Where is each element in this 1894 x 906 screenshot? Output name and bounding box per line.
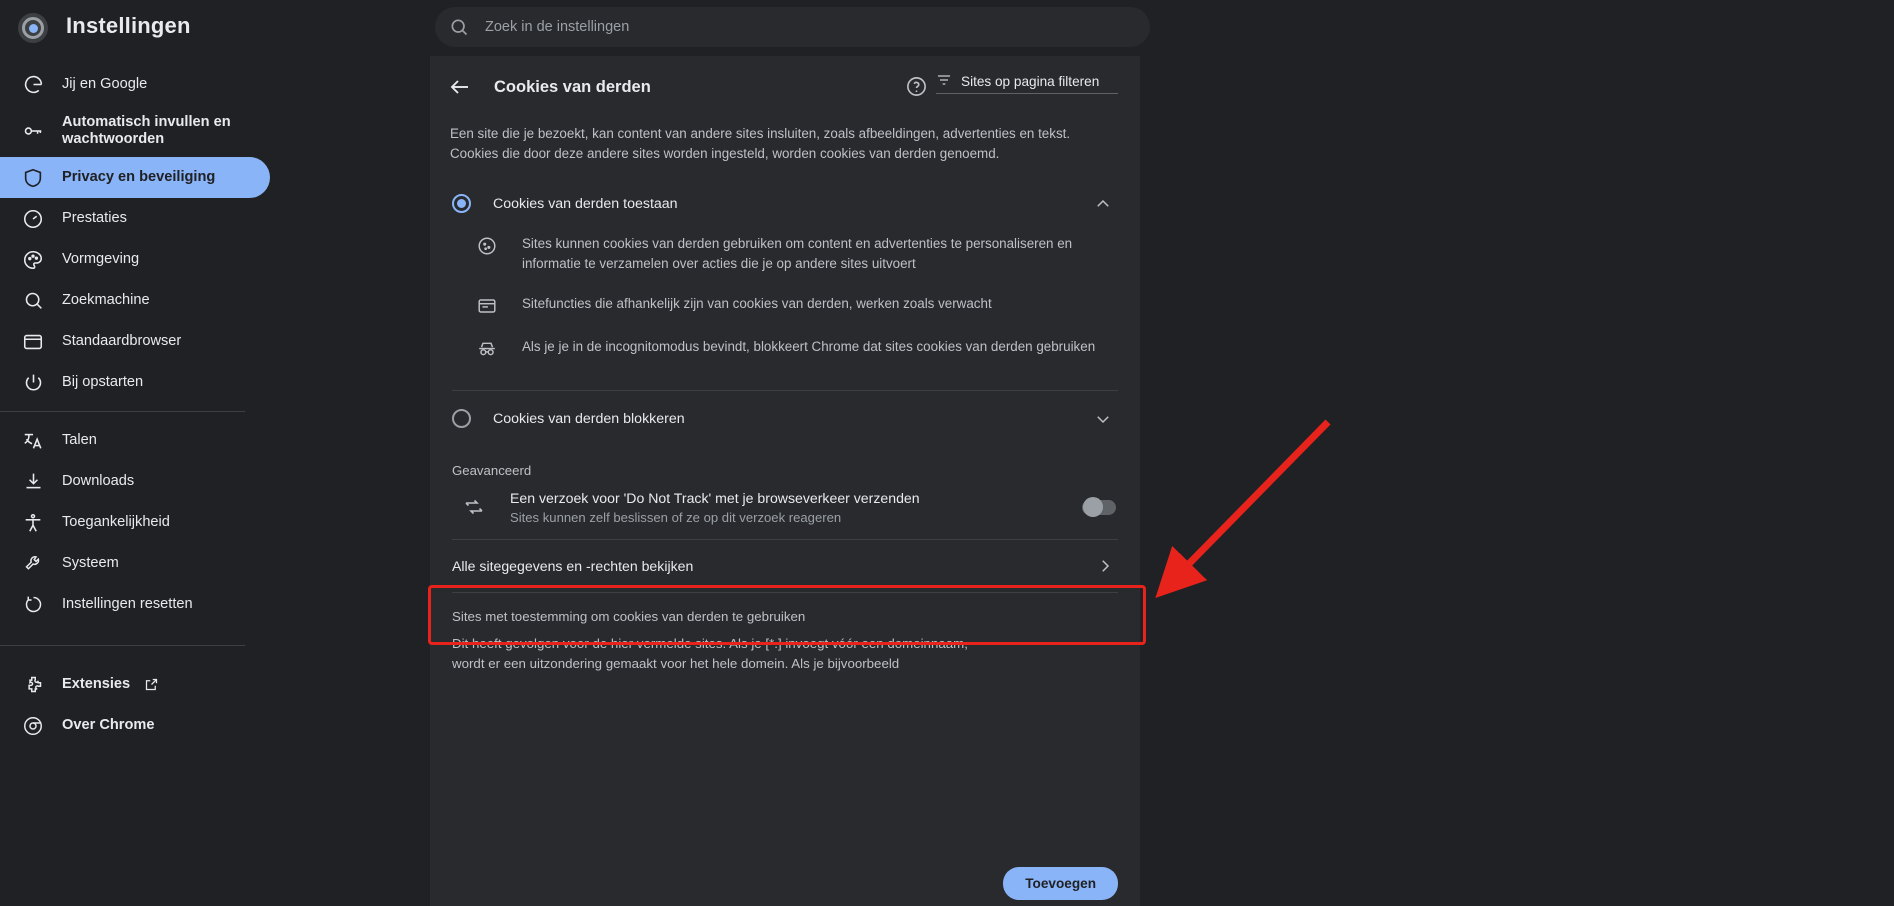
search-icon bbox=[449, 17, 469, 37]
sidebar-item-label: Instellingen resetten bbox=[62, 596, 193, 613]
translate-icon bbox=[22, 430, 44, 452]
sidebar-item-jij-en-google[interactable] bbox=[0, 64, 270, 105]
add-button[interactable]: Toevoegen bbox=[1003, 867, 1118, 900]
do-not-track-subtitle: Sites kunnen zelf beslissen of ze op dit verzoek reageren bbox=[510, 509, 842, 525]
sidebar bbox=[0, 56, 300, 906]
sidebar-divider bbox=[0, 411, 245, 412]
key-icon bbox=[22, 120, 44, 142]
sidebar-item-label: Vormgeving bbox=[62, 251, 140, 268]
sidebar-item-downloads[interactable] bbox=[0, 461, 270, 502]
option-block-third-party-cookies[interactable] bbox=[430, 391, 1140, 447]
page-title: Instellingen bbox=[66, 13, 191, 38]
sidebar-item-toegankelijkheid[interactable] bbox=[0, 502, 270, 543]
detail-row-incognito bbox=[452, 337, 1116, 360]
sidebar-item-vormgeving[interactable] bbox=[0, 239, 270, 280]
chrome-outline-icon bbox=[22, 715, 44, 737]
section-description: Een site die je bezoekt, kan content van andere sites insluiten, zoals afbeeldingen, advertenties en tekst. Cookies die door deze andere sites worden ingesteld, worden cookies van derden genoemd. bbox=[450, 126, 1071, 161]
filter-sites-field[interactable] bbox=[936, 72, 1118, 94]
speedometer-icon bbox=[22, 208, 44, 230]
view-all-site-data-label: Alle sitegegevens en -rechten bekijken bbox=[452, 557, 694, 574]
radio-unselected-icon[interactable] bbox=[452, 409, 471, 428]
do-not-track-icon bbox=[462, 495, 486, 519]
detail-row-cookies bbox=[452, 234, 1116, 274]
palette-icon bbox=[22, 249, 44, 271]
sidebar-item-label: Prestaties bbox=[62, 210, 127, 227]
back-arrow-icon[interactable] bbox=[448, 75, 472, 99]
sidebar-item-extensies[interactable] bbox=[0, 664, 270, 705]
do-not-track-title: Een verzoek voor 'Do Not Track' met je browseverkeer verzenden bbox=[510, 489, 920, 506]
detail-text: Sitefuncties die afhankelijk zijn van cookies van derden, werken zoals verwacht bbox=[522, 295, 992, 311]
sidebar-item-over-chrome[interactable] bbox=[0, 705, 270, 746]
advanced-heading: Geavanceerd bbox=[452, 462, 532, 478]
sidebar-item-zoekmachine[interactable] bbox=[0, 280, 270, 321]
option-details-list bbox=[430, 230, 1140, 390]
sidebar-item-label: Toegankelijkheid bbox=[62, 514, 170, 531]
option-label: Cookies van derden blokkeren bbox=[493, 410, 685, 427]
download-icon bbox=[22, 471, 44, 493]
search-bar[interactable] bbox=[435, 7, 1150, 47]
sidebar-item-systeem[interactable] bbox=[0, 543, 270, 584]
detail-text: Als je je in de incognitomodus bevindt, blokkeert Chrome dat sites cookies van derden gebruiken bbox=[522, 338, 1096, 354]
do-not-track-toggle[interactable] bbox=[1082, 500, 1116, 515]
page-features-icon bbox=[476, 295, 498, 317]
wrench-icon bbox=[22, 553, 44, 575]
content-title: Cookies van derden bbox=[494, 77, 651, 96]
sidebar-item-label: Downloads bbox=[62, 473, 135, 490]
radio-selected-icon[interactable] bbox=[452, 194, 471, 213]
annotation-arrow bbox=[1140, 410, 1360, 610]
main-header bbox=[430, 56, 1140, 118]
magnifier-icon bbox=[22, 290, 44, 312]
top-bar bbox=[0, 0, 1894, 56]
chevron-right-icon bbox=[1096, 557, 1114, 575]
sidebar-item-standaardbrowser[interactable] bbox=[0, 321, 270, 362]
sidebar-item-label: Talen bbox=[62, 432, 97, 449]
allowed-sites-heading: Sites met toestemming om cookies van derden te gebruiken bbox=[452, 608, 806, 624]
power-icon bbox=[22, 372, 44, 394]
reset-icon bbox=[22, 594, 44, 616]
main-content bbox=[430, 56, 1140, 906]
accessibility-icon bbox=[22, 512, 44, 534]
sidebar-item-label: Bij opstarten bbox=[62, 374, 144, 391]
sidebar-item-label: Privacy en beveiliging bbox=[62, 169, 216, 186]
filter-sites-label: Sites op pagina filteren bbox=[961, 74, 1100, 89]
sidebar-item-label: Automatisch invullen en wachtwoorden bbox=[62, 114, 231, 147]
option-label: Cookies van derden toestaan bbox=[493, 195, 678, 212]
shield-icon bbox=[22, 167, 44, 189]
sidebar-item-label: Jij en Google bbox=[62, 76, 148, 93]
chevron-up-icon[interactable] bbox=[1094, 195, 1112, 213]
sidebar-divider-2 bbox=[0, 645, 245, 646]
detail-text: Sites kunnen cookies van derden gebruiken om content en advertenties te personaliseren en informatie te verzamelen over acties die je op andere sites uitvoert bbox=[522, 235, 1073, 271]
chrome-logo-icon bbox=[18, 13, 48, 43]
incognito-icon bbox=[476, 338, 498, 360]
sidebar-item-automatisch-invullen[interactable] bbox=[0, 105, 270, 157]
sidebar-item-label: Standaardbrowser bbox=[62, 333, 182, 350]
chevron-down-icon[interactable] bbox=[1094, 410, 1112, 428]
detail-row-site-features bbox=[452, 294, 1116, 317]
sidebar-item-talen[interactable] bbox=[0, 420, 270, 461]
sidebar-item-instellingen-resetten[interactable] bbox=[0, 584, 270, 625]
google-g-icon bbox=[22, 74, 44, 96]
browser-window-icon bbox=[22, 331, 44, 353]
option-allow-third-party-cookies[interactable] bbox=[430, 178, 1140, 230]
sidebar-item-label: Zoekmachine bbox=[62, 292, 150, 309]
sidebar-item-label: Over Chrome bbox=[62, 717, 155, 734]
sidebar-item-label: Extensies bbox=[62, 676, 131, 693]
search-input[interactable] bbox=[483, 18, 1103, 36]
filter-icon bbox=[936, 72, 952, 88]
view-all-site-data-link[interactable] bbox=[430, 540, 1140, 592]
sidebar-item-bij-opstarten[interactable] bbox=[0, 362, 270, 403]
help-circle-icon[interactable] bbox=[905, 75, 928, 98]
sidebar-item-label: Systeem bbox=[62, 555, 119, 572]
do-not-track-row[interactable] bbox=[430, 484, 1140, 539]
cookie-icon bbox=[476, 235, 498, 257]
sidebar-item-prestaties[interactable] bbox=[0, 198, 270, 239]
extension-icon bbox=[22, 674, 44, 696]
sidebar-item-privacy-en-beveiliging[interactable] bbox=[0, 157, 270, 198]
allowed-sites-body: Dit heeft gevolgen voor de hier vermelde sites. Als je [*.] invoegt vóór een domeinnaam, wordt er een uitzondering gemaakt voor het hele domein. Als je bijvoorbeeld bbox=[452, 635, 968, 671]
external-link-icon bbox=[144, 677, 159, 692]
